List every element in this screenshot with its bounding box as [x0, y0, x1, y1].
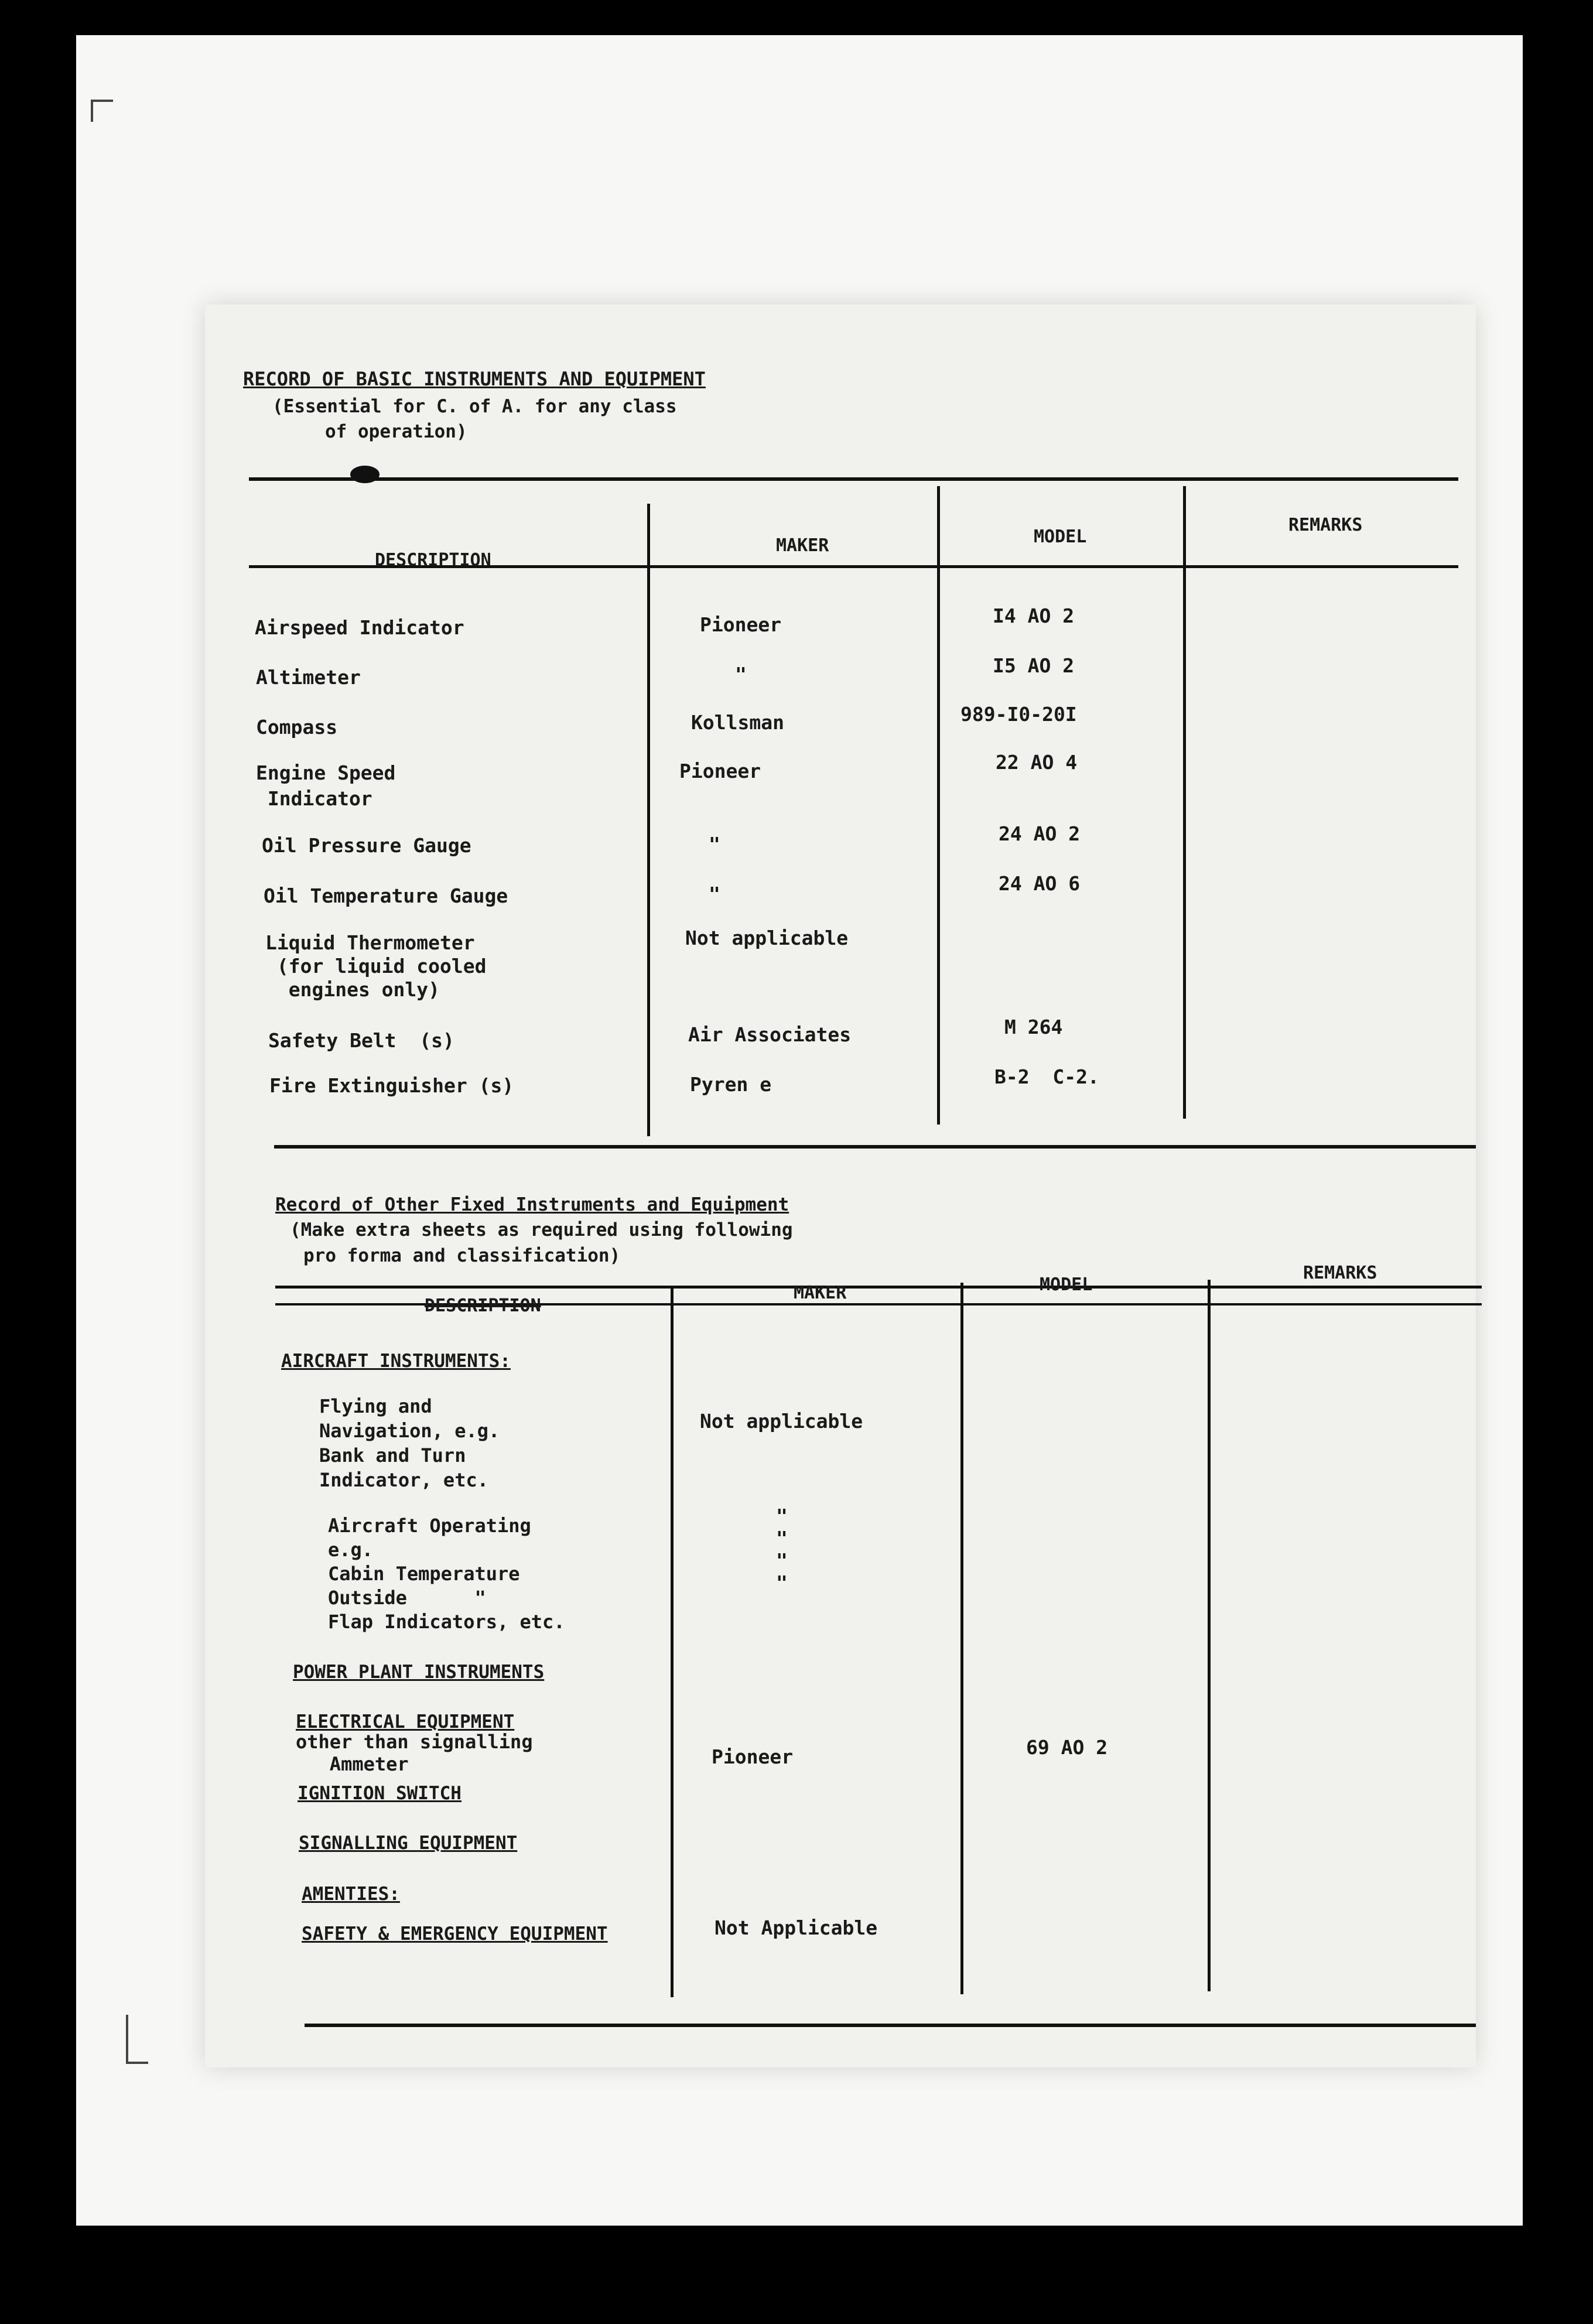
row-safety-belt-model: M 264	[1004, 1016, 1063, 1038]
row-compass-model: 989-I0-20I	[960, 703, 1077, 726]
table1-top-rule	[249, 477, 1458, 481]
row-altimeter-description: Altimeter	[256, 666, 361, 689]
table2-divider-2	[960, 1283, 963, 1994]
row-airspeed-description: Airspeed Indicator	[255, 616, 464, 639]
section2-title: Record of Other Fixed Instruments and Equipment	[275, 1194, 789, 1215]
row-liquid-thermometer-maker: Not applicable	[685, 927, 849, 949]
table2-divider-1	[671, 1289, 674, 1997]
category-electrical-equipment: ELECTRICAL EQUIPMENT	[296, 1711, 515, 1732]
table1-divider-2	[937, 486, 940, 1125]
row-compass-maker: Kollsman	[691, 711, 784, 734]
section1-subtitle-line2: of operation)	[325, 421, 467, 442]
row-oil-pressure-description: Oil Pressure Gauge	[262, 834, 471, 857]
table1-bottom-rule	[274, 1145, 1476, 1149]
electrical-maker: Pioneer	[712, 1745, 794, 1768]
section1-title: RECORD OF BASIC INSTRUMENTS AND EQUIPMENT	[243, 368, 706, 390]
table2-header-description: DESCRIPTION	[425, 1296, 541, 1316]
category-safety-emergency-equipment: SAFETY & EMERGENCY EQUIPMENT	[302, 1923, 608, 1944]
row-oil-pressure-maker: "	[709, 833, 720, 856]
flying-navigation-maker: Not applicable	[700, 1410, 863, 1433]
section1-subtitle-line1: (Essential for C. of A. for any class	[272, 396, 677, 417]
table1-divider-1	[647, 504, 650, 1136]
row-oil-pressure-model: 24 AO 2	[999, 822, 1081, 845]
row-safety-belt-maker: Air Associates	[688, 1023, 852, 1046]
row-oil-temperature-maker: "	[709, 883, 720, 905]
category-amenities: AMENTIES:	[302, 1884, 400, 1905]
electrical-model: 69 AO 2	[1026, 1736, 1108, 1759]
row-engine-speed-maker: Pioneer	[679, 760, 761, 782]
row-fire-extinguisher-model: B-2 C-2.	[994, 1065, 1099, 1088]
section2-subtitle-line2: pro forma and classification)	[303, 1245, 621, 1266]
flying-navigation-description: Flying and Navigation, e.g. Bank and Turn Indicator, etc.	[319, 1395, 500, 1491]
table2-bottom-rule	[305, 2024, 1476, 2027]
row-engine-speed-description: Engine Speed Indicator	[256, 761, 396, 810]
table1-header-remarks: REMARKS	[1288, 515, 1363, 535]
category-power-plant-instruments: POWER PLANT INSTRUMENTS	[293, 1662, 545, 1683]
row-airspeed-model: I4 AO 2	[993, 604, 1075, 627]
row-safety-belt-description: Safety Belt (s)	[268, 1029, 454, 1052]
row-compass-description: Compass	[256, 716, 338, 739]
row-oil-temperature-model: 24 AO 6	[999, 872, 1081, 895]
aircraft-operating-maker: " " " "	[776, 1505, 788, 1594]
electrical-equipment-details: other than signalling Ammeter	[296, 1731, 533, 1775]
table1-header-description: DESCRIPTION	[375, 550, 491, 570]
section2-subtitle-line1: (Make extra sheets as required using following	[290, 1219, 793, 1240]
table2-top-rule	[275, 1286, 1482, 1289]
table2-header-model: MODEL	[1040, 1274, 1093, 1295]
frame-corner-bottom-left	[126, 2015, 148, 2064]
table2-header-remarks: REMARKS	[1303, 1263, 1377, 1283]
table1-divider-3	[1183, 486, 1186, 1119]
row-fire-extinguisher-maker: Pyren e	[690, 1073, 772, 1096]
row-fire-extinguisher-description: Fire Extinguisher (s)	[269, 1074, 514, 1097]
row-oil-temperature-description: Oil Temperature Gauge	[264, 884, 508, 907]
row-liquid-thermometer-description: Liquid Thermometer (for liquid cooled engines only)	[265, 931, 487, 1001]
frame-corner-top-left	[91, 100, 113, 122]
row-altimeter-maker: "	[735, 663, 747, 686]
aircraft-operating-description: Aircraft Operating e.g. Cabin Temperature Outside " Flap Indicators, etc.	[328, 1515, 565, 1633]
row-altimeter-model: I5 AO 2	[993, 654, 1075, 677]
category-signalling-equipment: SIGNALLING EQUIPMENT	[299, 1833, 518, 1854]
table2-divider-3	[1208, 1280, 1211, 1991]
row-engine-speed-model: 22 AO 4	[996, 751, 1078, 774]
category-aircraft-instruments: AIRCRAFT INSTRUMENTS:	[281, 1351, 511, 1372]
table1-header-maker: MAKER	[776, 535, 829, 556]
row-airspeed-maker: Pioneer	[700, 613, 782, 636]
table2-header-maker: MAKER	[794, 1283, 847, 1303]
safety-maker: Not Applicable	[715, 1916, 878, 1939]
ignition-switch: IGNITION SWITCH	[298, 1783, 462, 1804]
table1-header-model: MODEL	[1034, 527, 1087, 547]
